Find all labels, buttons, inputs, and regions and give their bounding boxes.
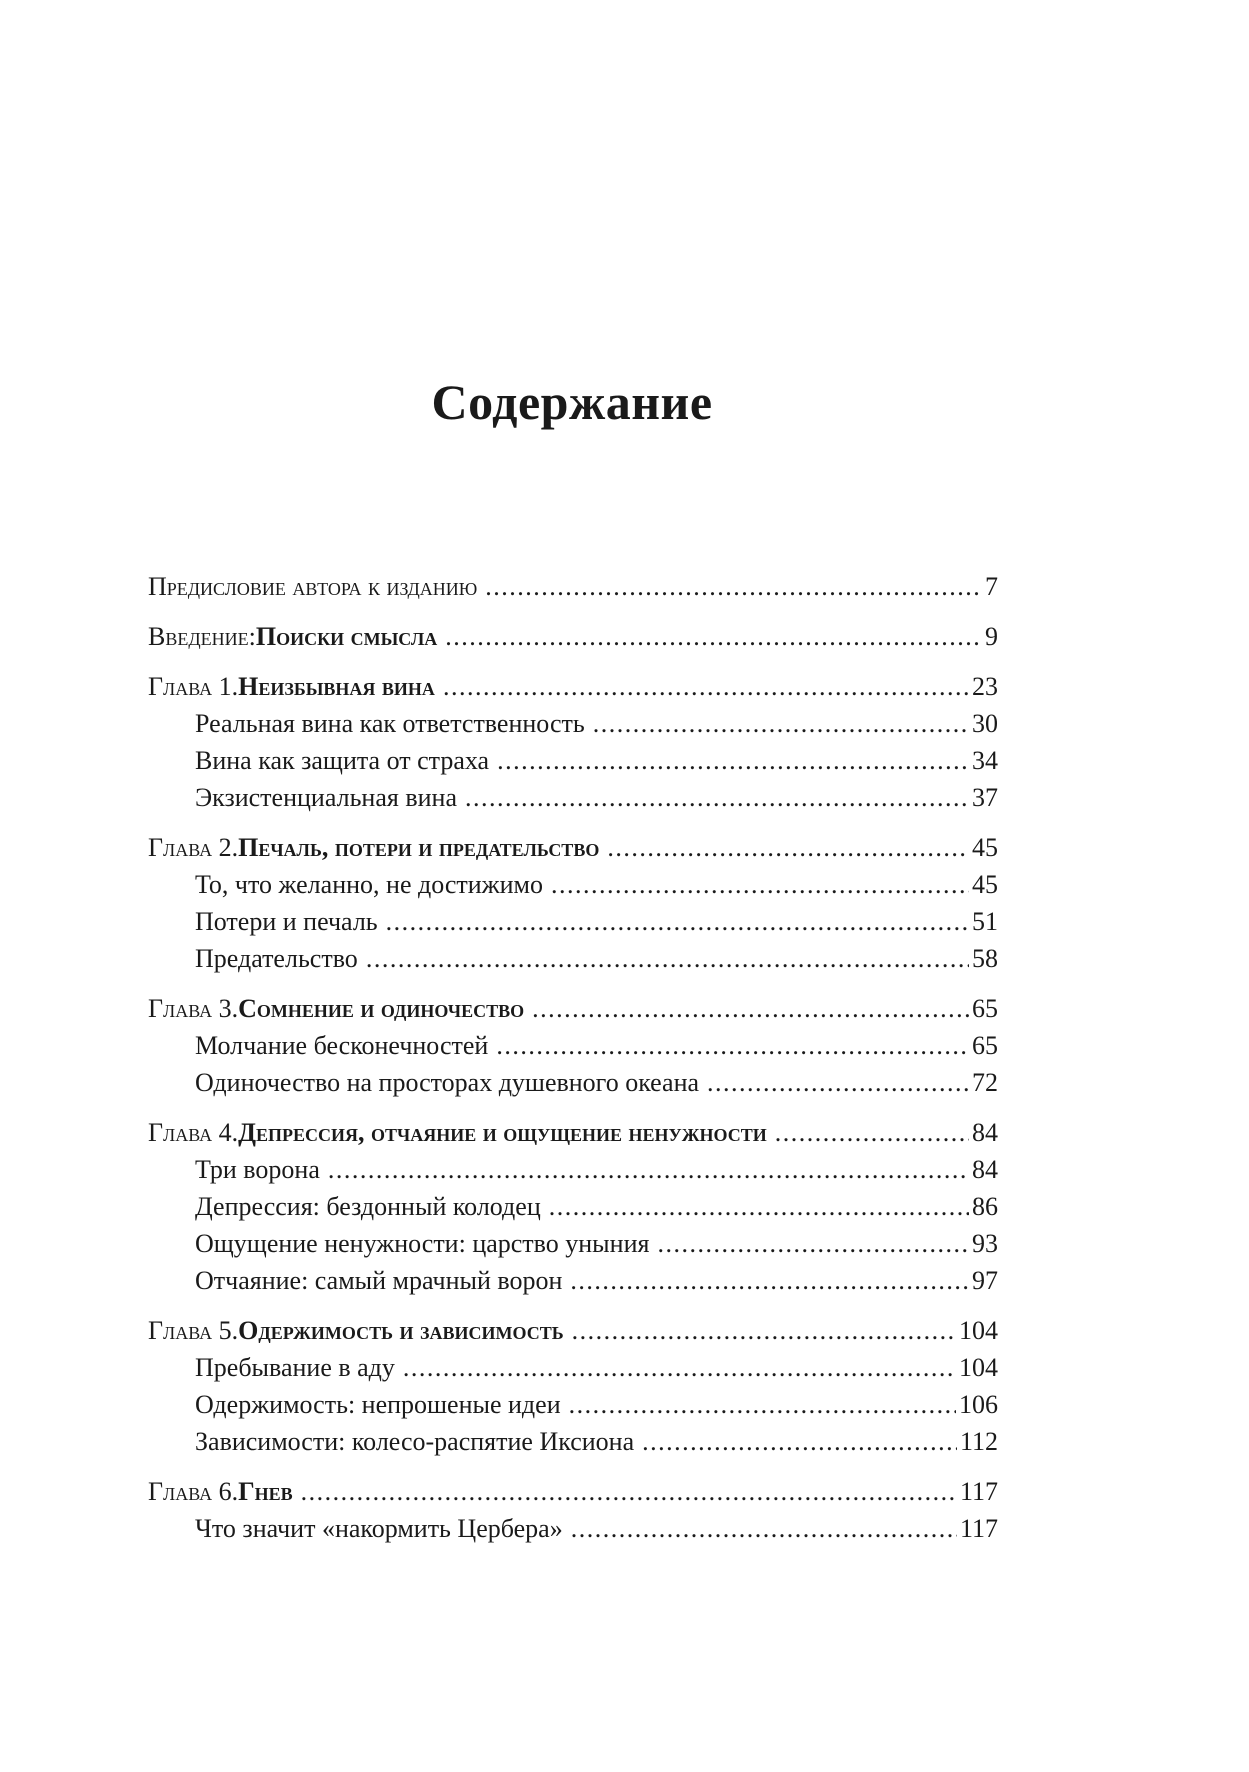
toc-chapter-entry[interactable] (148, 1312, 998, 1349)
toc-chapter-entry[interactable] (148, 990, 998, 1027)
page-number: 84 (972, 1155, 998, 1184)
dot-leader (532, 990, 969, 1027)
page-number: 84 (972, 1118, 998, 1147)
toc-subentry-title: Вина как защита от страха (195, 746, 490, 775)
toc-entry-prefix: Предисловие автора к изданию (148, 572, 478, 601)
dot-leader (386, 903, 969, 940)
dot-leader (657, 1225, 969, 1262)
page-number: 9 (985, 622, 998, 651)
page-number: 86 (972, 1192, 998, 1221)
toc-chapter-title: Депрессия, отчаяние и ощущение ненужности (238, 1118, 767, 1147)
page-number: 34 (972, 746, 998, 775)
toc-chapter-title: Неизбывная вина (238, 672, 435, 701)
toc-chapter-entry[interactable] (148, 829, 998, 866)
toc-subentry[interactable] (148, 1386, 998, 1423)
page-number: 93 (972, 1229, 998, 1258)
toc-chapter-entry[interactable] (148, 1473, 998, 1510)
dot-leader (549, 1188, 969, 1225)
dot-leader (403, 1349, 956, 1386)
dot-leader (445, 618, 982, 655)
toc-subentry-title: Реальная вина как ответственность (195, 709, 585, 738)
toc-subentry-title: То, что желанно, не достижимо (195, 870, 544, 899)
dot-leader (642, 1423, 957, 1460)
dot-leader (593, 705, 969, 742)
dot-leader (607, 829, 969, 866)
toc-chapter-title: Гнев (238, 1477, 293, 1506)
table-of-contents (148, 568, 998, 1547)
toc-subentry[interactable] (148, 1262, 998, 1299)
toc-subentry[interactable] (148, 1225, 998, 1262)
page-number: 106 (959, 1390, 998, 1419)
dot-leader (366, 940, 969, 977)
toc-subentry-title: Молчание бесконечностей (195, 1031, 489, 1060)
dot-leader (301, 1473, 957, 1510)
toc-subentry[interactable] (148, 1423, 998, 1460)
dot-leader (328, 1151, 969, 1188)
toc-subentry-title: Зависимости: колесо-распятие Иксиона (195, 1427, 635, 1456)
toc-entry-prefix: Глава 4. (148, 1118, 239, 1147)
dot-leader (775, 1114, 969, 1151)
toc-subentry[interactable] (148, 1510, 998, 1547)
dot-leader (707, 1064, 969, 1101)
dot-leader (485, 568, 982, 605)
toc-subentry-title: Одиночество на просторах душевного океана (195, 1068, 700, 1097)
page-number: 117 (959, 1514, 998, 1543)
toc-subentry[interactable] (148, 742, 998, 779)
page-number: 30 (972, 709, 998, 738)
toc-entry-prefix: Глава 2. (148, 833, 239, 862)
page-number: 117 (959, 1477, 998, 1506)
toc-subentry-title: Одержимость: непрошеные идеи (195, 1390, 561, 1419)
toc-subentry[interactable] (148, 1151, 998, 1188)
page-number: 51 (972, 907, 998, 936)
dot-leader (571, 1510, 957, 1547)
toc-subentry[interactable] (148, 1027, 998, 1064)
toc-subentry-title: Потери и печаль (195, 907, 378, 936)
toc-chapter-title: Печаль, потери и предательство (238, 833, 600, 862)
page-number: 97 (972, 1266, 998, 1295)
toc-subentry[interactable] (148, 903, 998, 940)
page-number: 58 (972, 944, 998, 973)
page-number: 65 (972, 994, 998, 1023)
dot-leader (572, 1312, 956, 1349)
toc-chapter-entry[interactable] (148, 568, 998, 605)
dot-leader (570, 1262, 969, 1299)
toc-subentry[interactable] (148, 1188, 998, 1225)
toc-subentry[interactable] (148, 866, 998, 903)
page-number: 45 (972, 833, 998, 862)
page-title: Содержание (431, 374, 713, 430)
toc-subentry-title: Отчаяние: самый мрачный ворон (195, 1266, 563, 1295)
dot-leader (569, 1386, 956, 1423)
page-number: 37 (972, 783, 998, 812)
dot-leader (465, 779, 969, 816)
toc-subentry[interactable] (148, 705, 998, 742)
toc-subentry-title: Три ворона (195, 1155, 320, 1184)
toc-subentry[interactable] (148, 940, 998, 977)
dot-leader (496, 1027, 969, 1064)
page-number: 104 (959, 1353, 998, 1382)
toc-chapter-entry[interactable] (148, 1114, 998, 1151)
toc-subentry-title: Депрессия: бездонный колодец (195, 1192, 541, 1221)
toc-chapter-title: Одержимость и зависимость (238, 1316, 564, 1345)
page-number: 45 (972, 870, 998, 899)
dot-leader (443, 668, 969, 705)
page-number: 65 (972, 1031, 998, 1060)
dot-leader (551, 866, 969, 903)
toc-entry-prefix: Глава 1. (148, 672, 239, 701)
toc-entry-prefix: Введение: (148, 622, 256, 651)
toc-subentry[interactable] (148, 1064, 998, 1101)
toc-entry-prefix: Глава 3. (148, 994, 239, 1023)
page-number: 72 (972, 1068, 998, 1097)
toc-subentry-title: Экзистенциальная вина (195, 783, 457, 812)
toc-entry-prefix: Глава 5. (148, 1316, 239, 1345)
toc-chapter-title: Сомнение и одиночество (238, 994, 525, 1023)
toc-subentry[interactable] (148, 1349, 998, 1386)
dot-leader (497, 742, 969, 779)
page-number: 112 (959, 1427, 998, 1456)
page-number: 7 (985, 572, 998, 601)
toc-subentry-title: Ощущение ненужности: царство уныния (195, 1229, 650, 1258)
toc-chapter-entry[interactable] (148, 668, 998, 705)
toc-entry-prefix: Глава 6. (148, 1477, 239, 1506)
page-number: 23 (972, 672, 998, 701)
page-number: 104 (959, 1316, 998, 1345)
toc-subentry-title: Пребывание в аду (195, 1353, 395, 1382)
toc-subentry-title: Что значит «накормить Цербера» (195, 1514, 563, 1543)
toc-chapter-entry[interactable] (148, 618, 998, 655)
toc-subentry[interactable] (148, 779, 998, 816)
toc-subentry-title: Предательство (195, 944, 358, 973)
toc-chapter-title: Поиски смысла (255, 622, 438, 651)
